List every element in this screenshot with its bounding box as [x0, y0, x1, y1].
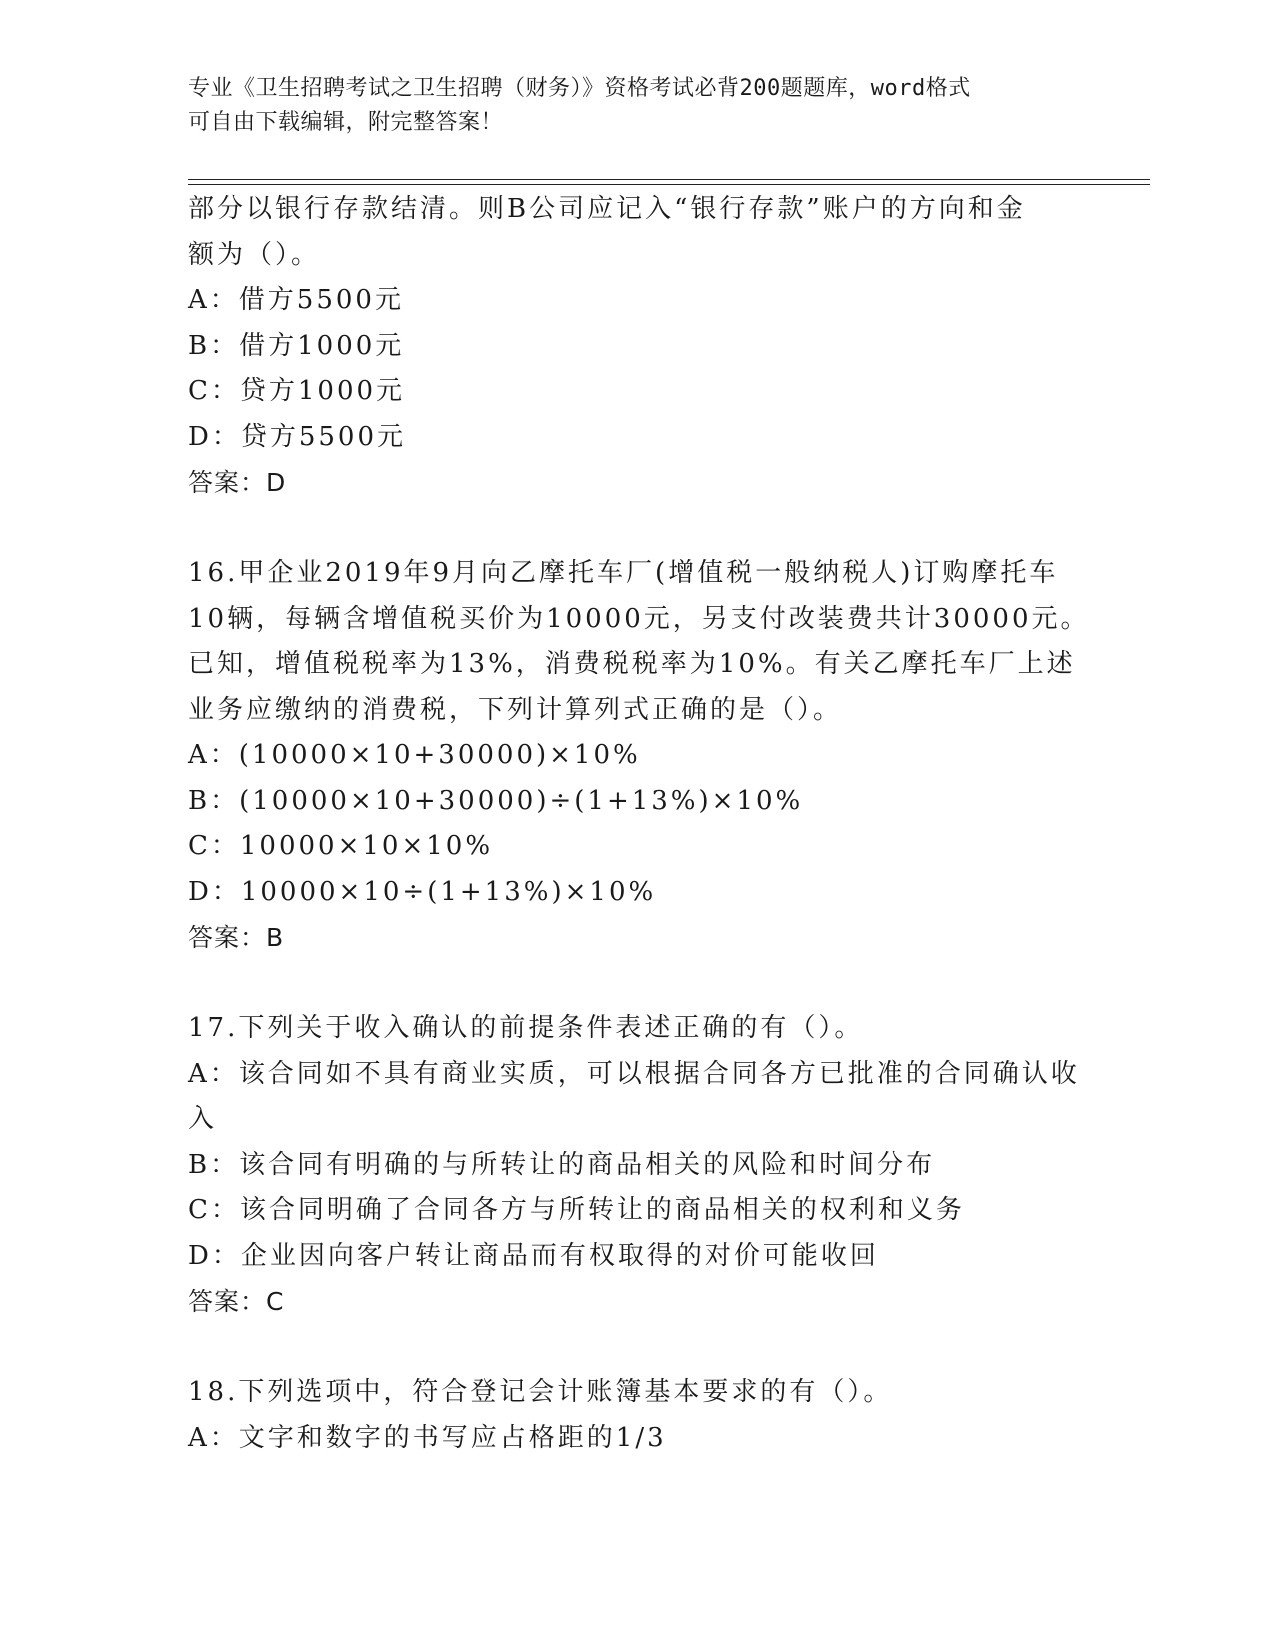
- option-d: D：企业因向客户转让商品而有权取得的对价可能收回: [188, 1240, 879, 1271]
- option-a: A：借方5500元: [188, 285, 404, 315]
- option-b: B：(10000×10+30000)÷(1+13%)×10%: [188, 785, 804, 816]
- answer-label: 答案：B: [188, 923, 285, 952]
- question-stem-line: 业务应缴纳的消费税，下列计算列式正确的是（）。: [188, 694, 843, 725]
- question-stem-line: 额为（）。: [188, 239, 321, 270]
- question-spacer: [188, 961, 1088, 1007]
- answer-label: 答案：D: [188, 468, 287, 497]
- header-divider-top: [188, 179, 1150, 180]
- question-15: [188, 187, 1088, 506]
- header-line-2: 可自由下载编辑，附完整答案！: [188, 110, 504, 135]
- option-b: B：该合同有明确的与所转让的商品相关的风险和时间分布: [188, 1149, 936, 1180]
- question-stem-line: 部分以银行存款结清。则B公司应记入“银行存款”账户的方向和金: [188, 194, 1026, 224]
- question-stem-line: 10辆，每辆含增值税买价为10000元，另支付改装费共计30000元。: [188, 603, 1090, 634]
- question-spacer: [188, 1325, 1088, 1371]
- question-18: [188, 1370, 1088, 1461]
- document-header: [188, 72, 1088, 140]
- option-a: A：该合同如不具有商业实质，可以根据合同各方已批准的合同确认收: [188, 1058, 1080, 1089]
- option-a: A：(10000×10+30000)×10%: [188, 740, 641, 770]
- header-line-1: 专业《卫生招聘考试之卫生招聘（财务）》资格考试必背200题题库，word格式: [188, 76, 971, 101]
- answer-label: 答案：C: [188, 1287, 285, 1316]
- option-c: C：贷方1000元: [188, 376, 406, 406]
- question-16: [188, 551, 1088, 961]
- question-spacer: [188, 506, 1088, 552]
- header-divider-bottom: [188, 184, 1150, 185]
- option-a: A：文字和数字的书写应占格距的1/3: [188, 1422, 667, 1453]
- option-d: D：贷方5500元: [188, 421, 407, 452]
- question-stem-line: 16.甲企业2019年9月向乙摩托车厂(增值税一般纳税人)订购摩托车: [188, 558, 1059, 588]
- option-a-continued: 入: [188, 1104, 218, 1134]
- question-stem-line: 17.下列关于收入确认的前提条件表述正确的有（）。: [188, 1013, 864, 1043]
- question-stem-line: 已知，增值税税率为13%，消费税税率为10%。有关乙摩托车厂上述: [188, 649, 1076, 679]
- option-c: C：10000×10×10%: [188, 831, 494, 861]
- option-d: D：10000×10÷(1+13%)×10%: [188, 876, 657, 907]
- question-17: [188, 1006, 1088, 1325]
- option-b: B：借方1000元: [188, 330, 405, 361]
- option-c: C：该合同明确了合同各方与所转让的商品相关的权利和义务: [188, 1195, 965, 1225]
- question-list: [188, 187, 1088, 1461]
- question-stem-line: 18.下列选项中，符合登记会计账簿基本要求的有（）。: [188, 1377, 893, 1407]
